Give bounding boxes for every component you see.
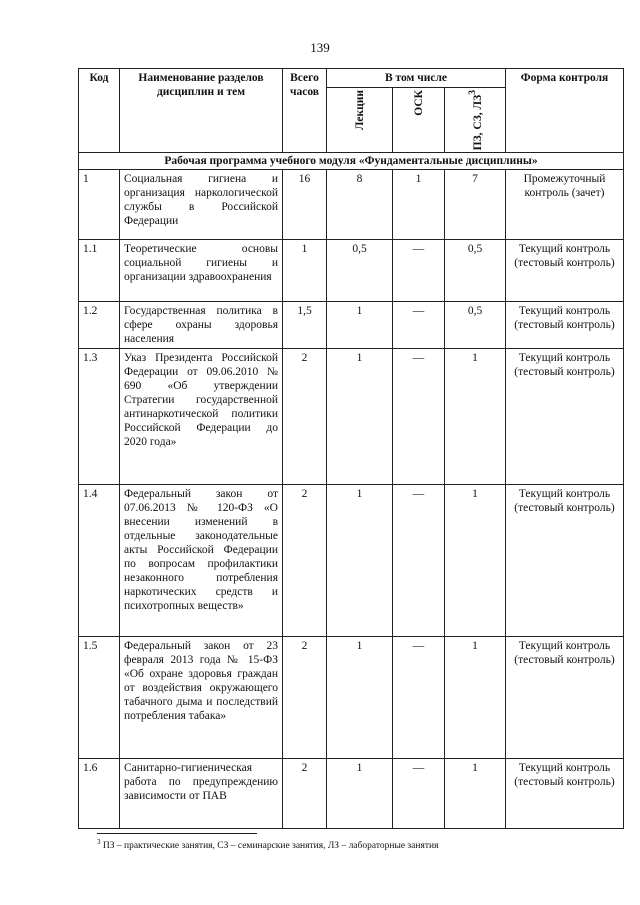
footnote-text: ПЗ – практические занятия, СЗ – семинарские занятия, ЛЗ – лабораторные занятия [102,841,439,852]
row-practice: 1 [445,759,506,829]
header-practice-cell [445,88,506,153]
row-name: Санитарно-гигиеническая работа по предупреждению зависимости от ПАВ [120,759,283,829]
header-code: Код [79,69,120,153]
row-practice: 1 [445,485,506,637]
row-total: 16 [283,170,327,240]
row-osk: — [393,637,445,759]
footnote-mark: 3 [97,838,101,846]
row-code: 1.2 [79,302,120,349]
table-row [79,349,624,485]
footnote-ref: 3 [466,90,478,95]
header-total: Всего часов [283,69,327,153]
header-practice-wrap [466,90,485,150]
row-total: 2 [283,759,327,829]
row-total: 2 [283,349,327,485]
row-practice: 0,5 [445,302,506,349]
row-name: Социальная гигиена и организация наркологической службы в Российской Федерации [120,170,283,240]
header-osk-cell [393,88,445,153]
row-osk: — [393,349,445,485]
row-practice: 0,5 [445,240,506,302]
row-osk: — [393,302,445,349]
header-lectures-cell [327,88,393,153]
section-title: Рабочая программа учебного модуля «Фундаментальные дисциплины» [79,153,624,170]
row-control: Текущий контроль (тестовый контроль) [506,637,624,759]
row-control: Текущий контроль (тестовый контроль) [506,349,624,485]
row-lectures: 1 [327,759,393,829]
row-code: 1.4 [79,485,120,637]
table-row [79,170,624,240]
row-lectures: 0,5 [327,240,393,302]
table-row [79,302,624,349]
row-control: Текущий контроль (тестовый контроль) [506,485,624,637]
row-code: 1.3 [79,349,120,485]
row-control: Текущий контроль (тестовый контроль) [506,240,624,302]
row-practice: 7 [445,170,506,240]
header-including: В том числе [327,69,506,88]
header-lectures: Лекции [353,90,366,131]
row-osk: — [393,485,445,637]
row-osk: — [393,759,445,829]
row-name: Указ Президента Российской Федерации от 09.06.2010 № 690 «Об утверждении Стратегии государственной антинаркотической политики Российской Федерации до 2020 года» [120,349,283,485]
table-row [79,637,624,759]
row-name: Федеральный закон от 23 февраля 2013 года № 15-ФЗ «Об охране здоровья граждан от воздействия окружающего табачного дыма и последствий потребления табака» [120,637,283,759]
row-code: 1.1 [79,240,120,302]
row-practice: 1 [445,349,506,485]
row-name: Государственная политика в сфере охраны здоровья населения [120,302,283,349]
row-total: 1 [283,240,327,302]
footnote [97,838,438,851]
row-lectures: 1 [327,637,393,759]
header-practice: ПЗ, СЗ, ЛЗ [471,94,484,151]
row-osk: 1 [393,170,445,240]
row-code: 1.5 [79,637,120,759]
header-control: Форма контроля [506,69,624,153]
row-code: 1 [79,170,120,240]
row-total: 2 [283,485,327,637]
row-osk: — [393,240,445,302]
table-row [79,759,624,829]
row-lectures: 8 [327,170,393,240]
row-lectures: 1 [327,485,393,637]
page-number: 139 [310,40,330,55]
footnote-divider [97,833,257,834]
row-control: Текущий контроль (тестовый контроль) [506,759,624,829]
row-control: Промежуточный контроль (зачет) [506,170,624,240]
header-osk: ОСК [412,90,425,116]
row-code: 1.6 [79,759,120,829]
row-name: Теоретические основы социальной гигиены и организации здравоохранения [120,240,283,302]
row-practice: 1 [445,637,506,759]
row-lectures: 1 [327,349,393,485]
row-lectures: 1 [327,302,393,349]
table-row [79,485,624,637]
curriculum-table [78,68,624,829]
row-control: Текущий контроль (тестовый контроль) [506,302,624,349]
row-total: 2 [283,637,327,759]
row-total: 1,5 [283,302,327,349]
row-name: Федеральный закон от 07.06.2013 № 120-ФЗ «О внесении изменений в отдельные законодательные акты Российской Федерации по вопросам профилактики незаконного потребления наркотических средств и психотропных веществ» [120,485,283,637]
table-row [79,240,624,302]
header-name: Наименование разделов дисциплин и тем [120,69,283,153]
